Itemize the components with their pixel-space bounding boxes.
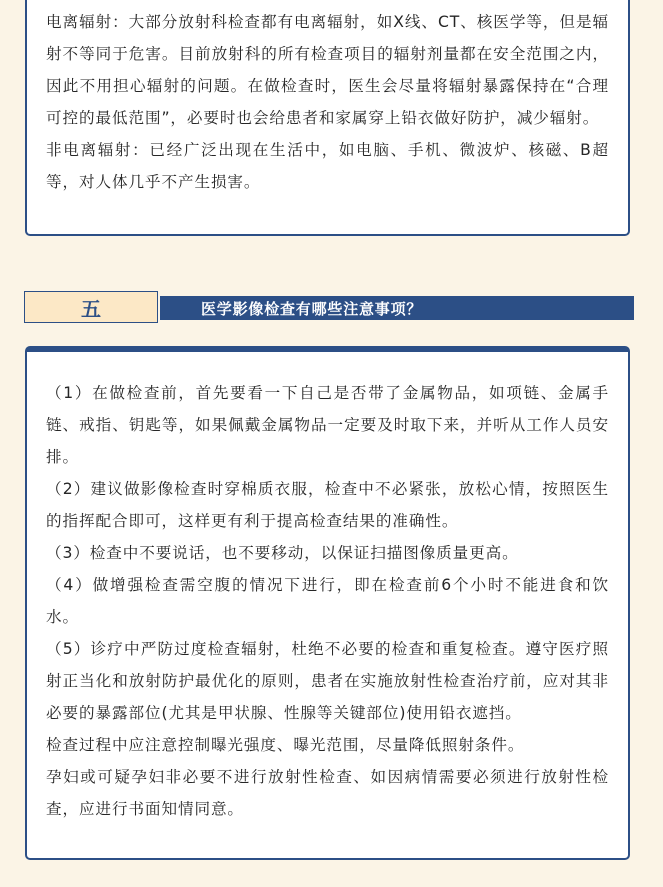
radiation-info-card	[25, 0, 630, 236]
precaution-item-2: （2）建议做影像检查时穿棉质衣服，检查中不必紧张，放松心情，按照医生的指挥配合即可，这样更有利于提高检查结果的准确性。	[46, 480, 609, 530]
section-title-bar	[160, 296, 634, 320]
section-number: 五	[81, 296, 101, 321]
precaution-item-3: （3）检查中不要说话，也不要移动，以保证扫描图像质量更高。	[46, 544, 519, 562]
section-number-box	[24, 291, 158, 323]
exposure-control-note: 检查过程中应注意控制曝光强度、曝光范围，尽量降低照射条件。	[46, 736, 525, 754]
section-title: 医学影像检查有哪些注意事项？	[201, 299, 423, 318]
non-ionizing-radiation-paragraph: 非电离辐射：已经广泛出现在生活中，如电脑、手机、微波炉、核磁、B超等，对人体几乎不产生损害。	[46, 141, 609, 191]
precaution-item-4: （4）做增强检查需空腹的情况下进行，即在检查前6个小时不能进食和饮水。	[46, 576, 609, 626]
precaution-item-5: （5）诊疗中严防过度检查辐射，杜绝不必要的检查和重复检查。遵守医疗照射正当化和放射防护最优化的原则，患者在实施放射性检查治疗前，应对其非必要的暴露部位(尤其是甲状腺、性腺等关键部位)使用铅衣遮挡。	[46, 640, 609, 722]
section-five-header	[24, 291, 634, 325]
precaution-item-1: （1）在做检查前，首先要看一下自己是否带了金属物品，如项链、金属手链、戒指、钥匙等，如果佩戴金属物品一定要及时取下来，并听从工作人员安排。	[46, 384, 609, 466]
ionizing-radiation-paragraph: 电离辐射：大部分放射科检查都有电离辐射，如X线、CT、核医学等，但是辐射不等同于危害。目前放射科的所有检查项目的辐射剂量都在安全范围之内，因此不用担心辐射的问题。在做检查时，医生会尽量将辐射暴露保持在“合理可控的最低范围”，必要时也会给患者和家属穿上铅衣做好防护，减少辐射。	[46, 13, 609, 127]
precautions-card	[25, 346, 630, 860]
pregnancy-note: 孕妇或可疑孕妇非必要不进行放射性检查、如因病情需要必须进行放射性检查，应进行书面知情同意。	[46, 768, 609, 818]
